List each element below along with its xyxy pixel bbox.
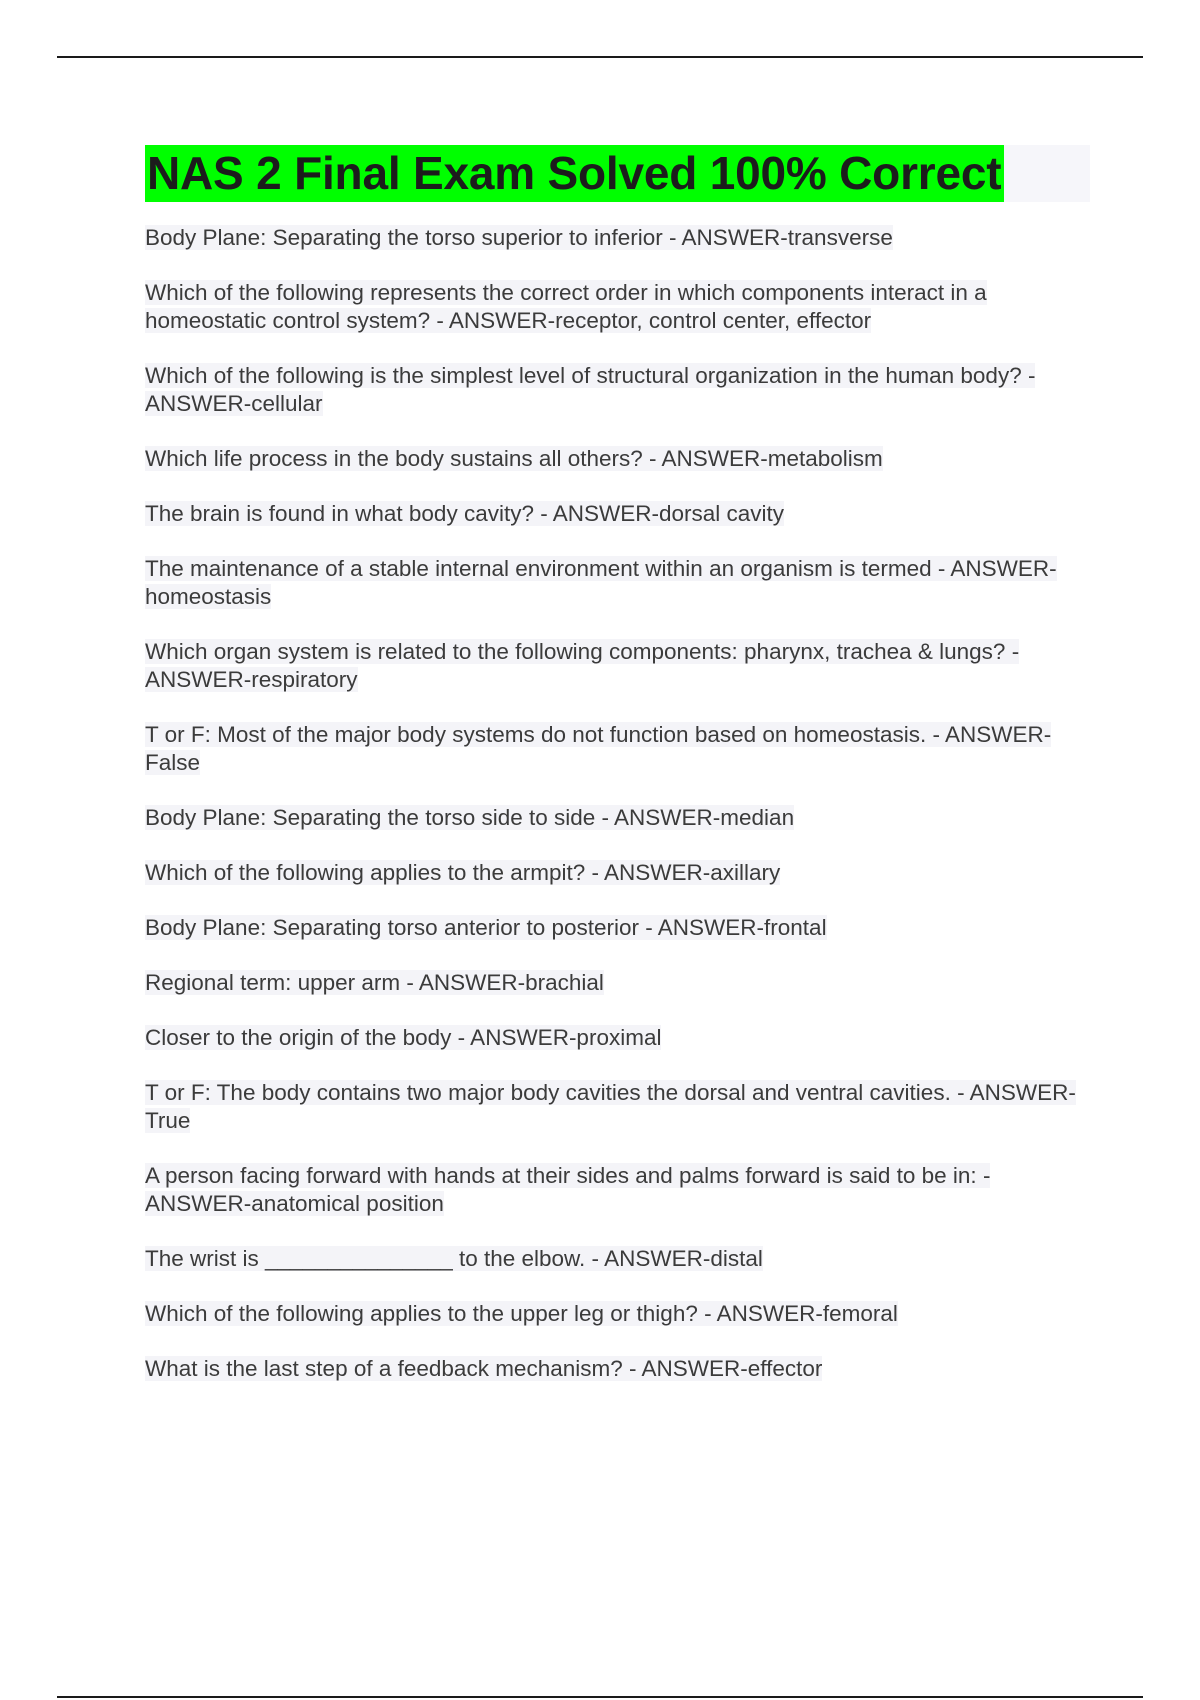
qa-item: Which of the following applies to the armpit? - ANSWER-axillary [145, 860, 781, 885]
qa-item: Body Plane: Separating the torso superior to inferior - ANSWER-transverse [145, 225, 893, 250]
header-rule [57, 56, 1143, 58]
qa-item: Regional term: upper arm - ANSWER-brachial [145, 970, 604, 995]
qa-item: Closer to the origin of the body - ANSWER-proximal [145, 1025, 662, 1050]
qa-item: The brain is found in what body cavity? - ANSWER-dorsal cavity [145, 501, 785, 526]
qa-item: Which of the following is the simplest level of structural organization in the human body? - ANSWER-cellular [145, 363, 1036, 416]
qa-item: What is the last step of a feedback mechanism? - ANSWER-effector [145, 1356, 823, 1381]
qa-item: A person facing forward with hands at their sides and palms forward is said to be in: - ANSWER-anatomical position [145, 1163, 991, 1216]
qa-item: Body Plane: Separating torso anterior to posterior - ANSWER-frontal [145, 915, 827, 940]
qa-item: Which of the following applies to the upper leg or thigh? - ANSWER-femoral [145, 1301, 898, 1326]
qa-item: T or F: The body contains two major body cavities the dorsal and ventral cavities. - ANSWER-True [145, 1080, 1076, 1133]
document-body [145, 145, 1090, 1410]
qa-item: The maintenance of a stable internal environment within an organism is termed - ANSWER-homeostasis [145, 556, 1057, 609]
qa-item: Which of the following represents the correct order in which components interact in a homeostatic control system? - ANSWER-receptor, control center, effector [145, 280, 987, 333]
qa-item: Which life process in the body sustains all others? - ANSWER-metabolism [145, 446, 883, 471]
footer-rule [57, 1696, 1143, 1698]
qa-item: Body Plane: Separating the torso side to side - ANSWER-median [145, 805, 795, 830]
qa-item: Which organ system is related to the following components: pharynx, trachea & lungs? - ANSWER-respiratory [145, 639, 1020, 692]
title-bar [145, 145, 1090, 202]
qa-list [145, 224, 1090, 1383]
qa-item: The wrist is _______________ to the elbow. - ANSWER-distal [145, 1246, 763, 1271]
document-title: NAS 2 Final Exam Solved 100% Correct [145, 145, 1004, 202]
qa-item: T or F: Most of the major body systems do not function based on homeostasis. - ANSWER-False [145, 722, 1052, 775]
